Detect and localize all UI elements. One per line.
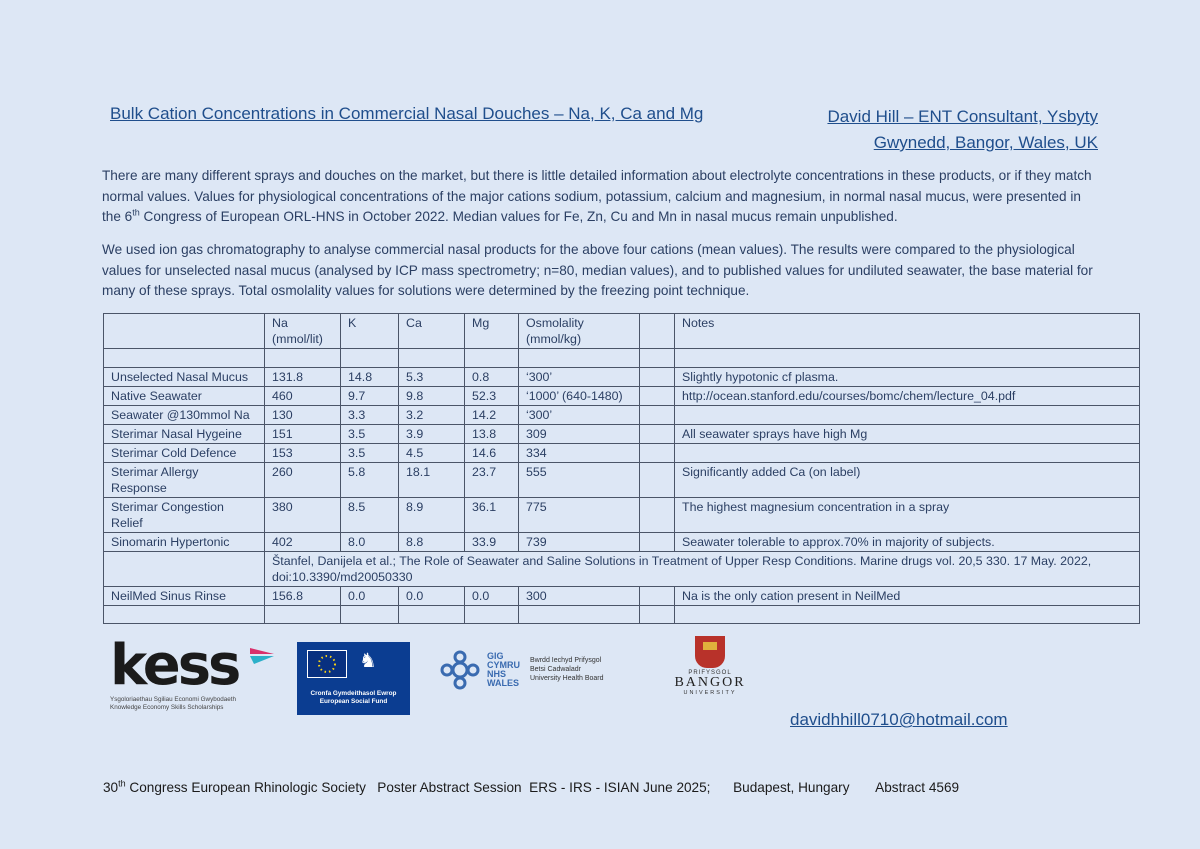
mg-value: 52.3	[465, 387, 519, 406]
product-name: Native Seawater	[104, 387, 265, 406]
contact-email-link[interactable]: davidhhill0710@hotmail.com	[790, 710, 1008, 729]
osmolality-value: 555	[519, 463, 640, 498]
k-value: 9.7	[341, 387, 399, 406]
blank-cell	[640, 406, 675, 425]
table-header-row	[104, 314, 1140, 349]
notes-value: http://ocean.stanford.edu/courses/bomc/chem/lecture_04.pdf	[675, 387, 1140, 406]
blank-cell	[640, 444, 675, 463]
blank-cell	[640, 498, 675, 533]
table-row	[104, 387, 1140, 406]
blank-cell	[640, 425, 675, 444]
osmolality-value: ‘300’	[519, 368, 640, 387]
cation-table	[103, 313, 1140, 624]
table-row	[104, 587, 1140, 606]
osmolality-value: 300	[519, 587, 640, 606]
na-value: 460	[265, 387, 341, 406]
table-spacer-row	[104, 349, 1140, 368]
table-row	[104, 498, 1140, 533]
table-empty-row	[104, 606, 1140, 624]
ca-value: 8.8	[399, 533, 465, 552]
product-name: Unselected Nasal Mucus	[104, 368, 265, 387]
osmolality-value: 775	[519, 498, 640, 533]
nhs-wales-symbol-icon	[437, 650, 483, 690]
mg-value: 0.0	[465, 587, 519, 606]
k-value: 8.0	[341, 533, 399, 552]
k-value: 14.8	[341, 368, 399, 387]
mg-value: 0.8	[465, 368, 519, 387]
conference-footer: 30th Congress European Rhinologic Society Poster Abstract Session ERS - IRS - ISIAN June 2025; Budapest, Hungary Abstract 4569	[103, 778, 960, 795]
osmolality-value: ‘1000’ (640-1480)	[519, 387, 640, 406]
k-value: 0.0	[341, 587, 399, 606]
welsh-dragon-icon: ♞	[359, 650, 377, 672]
na-value: 153	[265, 444, 341, 463]
author-line-1: David Hill – ENT Consultant, Ysbyty	[827, 107, 1098, 126]
blank-cell	[640, 387, 675, 406]
nhs-wales-logo: GIG CYMRU NHS WALES Bwrdd Iechyd Prifysgol Betsi Cadwaladr University Health Board	[437, 648, 627, 692]
blank-cell	[640, 368, 675, 387]
header-k: K	[341, 314, 399, 349]
k-value: 8.5	[341, 498, 399, 533]
ca-value: 5.3	[399, 368, 465, 387]
na-value: 151	[265, 425, 341, 444]
intro-paragraph-1: There are many different sprays and douches on the market, but there is little detailed information about electrolyte concentrations in these products, or if they match normal values. Values for physiological concentrations of the major cations sodium, potassium, calcium and magnesium, in normal nasal mucus, were presented in the 6th Congress of European ORL-HNS in October 2022. Median values for Fe, Zn, Cu and Mn in nasal mucus remain unpublished.	[102, 168, 1092, 224]
notes-value	[675, 444, 1140, 463]
ca-value: 4.5	[399, 444, 465, 463]
table-row	[104, 463, 1140, 498]
ca-value: 8.9	[399, 498, 465, 533]
ca-value: 0.0	[399, 587, 465, 606]
table-row	[104, 425, 1140, 444]
poster-title: Bulk Cation Concentrations in Commercial Nasal Douches – Na, K, Ca and Mg	[110, 104, 704, 123]
product-name: Sterimar Congestion Relief	[104, 498, 265, 533]
mg-value: 13.8	[465, 425, 519, 444]
header-mg: Mg	[465, 314, 519, 349]
reference-citation: Štanfel, Danijela et al.; The Role of Seawater and Saline Solutions in Treatment of Upper Resp Conditions. Marine drugs vol. 20,5 330. 17 May. 2022, doi:10.3390/md20050330	[265, 552, 1140, 587]
header-notes: Notes	[675, 314, 1140, 349]
k-value: 3.5	[341, 425, 399, 444]
na-value: 380	[265, 498, 341, 533]
kess-arrow-icon	[250, 644, 276, 666]
k-value: 3.5	[341, 444, 399, 463]
blank-cell	[640, 533, 675, 552]
ca-value: 18.1	[399, 463, 465, 498]
ca-value: 3.9	[399, 425, 465, 444]
table-row	[104, 533, 1140, 552]
mg-value: 14.6	[465, 444, 519, 463]
notes-value: Slightly hypotonic cf plasma.	[675, 368, 1140, 387]
na-value: 131.8	[265, 368, 341, 387]
header-na: Na (mmol/lit)	[265, 314, 341, 349]
osmolality-value: 739	[519, 533, 640, 552]
ca-value: 3.2	[399, 406, 465, 425]
eu-flag-icon	[307, 650, 347, 678]
mg-value: 14.2	[465, 406, 519, 425]
header-ca: Ca	[399, 314, 465, 349]
na-value: 130	[265, 406, 341, 425]
k-value: 5.8	[341, 463, 399, 498]
product-name: Sinomarin Hypertonic	[104, 533, 265, 552]
product-name: NeilMed Sinus Rinse	[104, 587, 265, 606]
eu-social-fund-logo: ♞ Cronfa Gymdeithasol Ewrop European Social Fund	[297, 642, 410, 715]
kess-logo-icon: kess Ysgoloriaethau Sgiliau Economi Gwybodaeth Knowledge Economy Skills Scholarships	[110, 636, 275, 726]
header-osmolality: Osmolality (mmol/kg)	[519, 314, 640, 349]
table-row	[104, 444, 1140, 463]
blank-cell	[640, 463, 675, 498]
na-value: 260	[265, 463, 341, 498]
notes-value	[675, 406, 1140, 425]
bangor-shield-icon	[695, 636, 725, 668]
osmolality-value: 309	[519, 425, 640, 444]
mg-value: 33.9	[465, 533, 519, 552]
na-value: 156.8	[265, 587, 341, 606]
table-row	[104, 406, 1140, 425]
header-blank	[640, 314, 675, 349]
reference-row	[104, 552, 1140, 587]
notes-value: Na is the only cation present in NeilMed	[675, 587, 1140, 606]
bangor-university-logo: PRIFYSGOL BANGOR UNIVERSITY	[664, 636, 756, 706]
osmolality-value: 334	[519, 444, 640, 463]
notes-value: The highest magnesium concentration in a spray	[675, 498, 1140, 533]
ca-value: 9.8	[399, 387, 465, 406]
notes-value: All seawater sprays have high Mg	[675, 425, 1140, 444]
product-name: Sterimar Nasal Hygeine	[104, 425, 265, 444]
k-value: 3.3	[341, 406, 399, 425]
notes-value: Significantly added Ca (on label)	[675, 463, 1140, 498]
osmolality-value: ‘300’	[519, 406, 640, 425]
intro-paragraph-2: We used ion gas chromatography to analyse commercial nasal products for the above four cations (mean values). The results were compared to the physiological values for unselected nasal mucus (analysed by ICP mass spectrometry; n=80, median values), and to published values for undiluted seawater, the base material for many of these sprays. Total osmolality values for solutions were determined by the freezing point technique.	[102, 242, 1093, 298]
notes-value: Seawater tolerable to approx.70% in majority of subjects.	[675, 533, 1140, 552]
mg-value: 23.7	[465, 463, 519, 498]
author-affiliation	[798, 104, 1098, 156]
product-name: Sterimar Cold Defence	[104, 444, 265, 463]
na-value: 402	[265, 533, 341, 552]
sponsor-logos	[0, 632, 1200, 732]
product-name: Sterimar Allergy Response	[104, 463, 265, 498]
mg-value: 36.1	[465, 498, 519, 533]
author-line-2: Gwynedd, Bangor, Wales, UK	[873, 133, 1098, 152]
table-body	[104, 368, 1140, 552]
table-row	[104, 368, 1140, 387]
product-name: Seawater @130mmol Na	[104, 406, 265, 425]
